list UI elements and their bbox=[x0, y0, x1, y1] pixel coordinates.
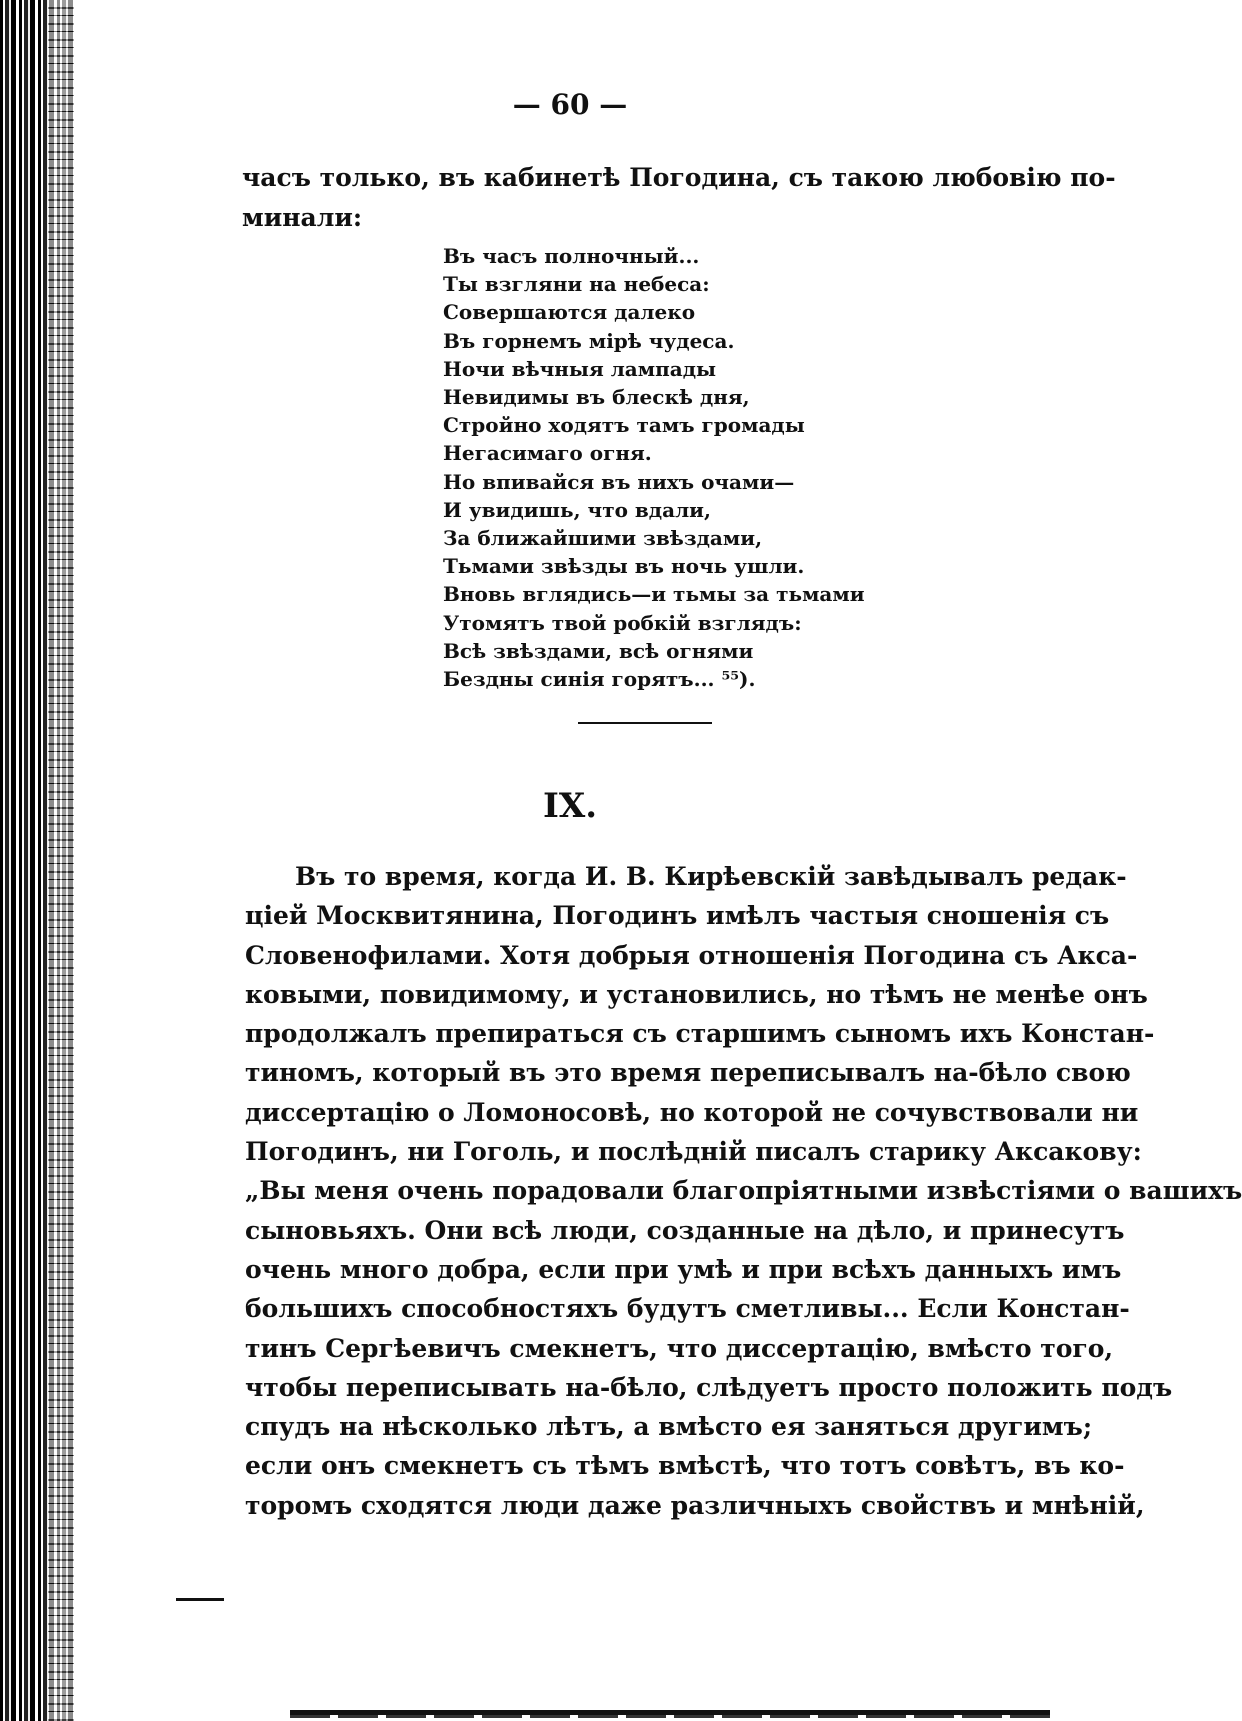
poem-block bbox=[443, 242, 865, 693]
text-line: чтобы переписывать на-бѣло, слѣдуетъ просто положить подъ bbox=[245, 1372, 1173, 1402]
text-line: сыновьяхъ. Они всѣ люди, созданные на дѣло, и принесутъ bbox=[245, 1215, 1125, 1245]
poem-line: Бездны синія горятъ... ⁵⁵). bbox=[443, 667, 756, 692]
poem-line: Стройно ходятъ тамъ громады bbox=[443, 413, 805, 438]
text-line: „Вы меня очень порадовали благопріятными извѣстіями о вашихъ bbox=[245, 1176, 1242, 1206]
poem-line: И увидишь, что вдали, bbox=[443, 497, 711, 522]
poem-line: За ближайшими звѣздами, bbox=[443, 526, 763, 551]
poem-line: Ночи вѣчныя лампады bbox=[443, 356, 717, 381]
text-line: часъ только, въ кабинетѣ Погодина, съ такою любовію по- bbox=[242, 163, 1116, 192]
margin-mark bbox=[176, 1598, 224, 1601]
poem-line: Всѣ звѣздами, всѣ огнями bbox=[443, 638, 754, 663]
text-line: тиномъ, который въ это время переписывалъ на-бѣло свою bbox=[245, 1058, 1131, 1088]
body-paragraph bbox=[245, 857, 1242, 1525]
section-divider bbox=[578, 722, 712, 724]
poem-line: Въ горнемъ мірѣ чудеса. bbox=[443, 328, 735, 353]
poem-line: Негасимаго огня. bbox=[443, 441, 652, 466]
text-line: тинъ Сергѣевичъ смекнетъ, что диссертацію, вмѣсто того, bbox=[245, 1333, 1114, 1363]
chapter-heading: IX. bbox=[542, 786, 598, 826]
poem-line: Совершаются далеко bbox=[443, 300, 696, 325]
poem-line: Тьмами звѣзды въ ночь ушли. bbox=[443, 554, 805, 579]
text-line: ціей Москвитянина, Погодинъ имѣлъ частыя сношенія съ bbox=[245, 901, 1110, 931]
footer-rule bbox=[290, 1710, 1050, 1715]
intro-paragraph bbox=[242, 158, 1116, 238]
poem-line: Но впивайся въ нихъ очами— bbox=[443, 469, 795, 494]
poem-line: Вновь вглядись—и тьмы за тьмами bbox=[443, 582, 865, 607]
page-number: — 60 — bbox=[512, 88, 628, 121]
text-line: продолжалъ препираться съ старшимъ сыномъ ихъ Констан- bbox=[245, 1019, 1155, 1049]
book-binding-edge bbox=[0, 0, 74, 1721]
text-line: Погодинъ, ни Гоголь, и послѣдній писалъ старику Аксакову: bbox=[245, 1137, 1142, 1167]
text-line: Словенофилами. Хотя добрыя отношенія Погодина съ Акса- bbox=[245, 940, 1138, 970]
text-line: торомъ сходятся люди даже различныхъ свойствъ и мнѣній, bbox=[245, 1490, 1145, 1520]
text-line: диссертацію о Ломоносовѣ, но которой не сочувствовали ни bbox=[245, 1097, 1139, 1127]
poem-line: Невидимы въ блескѣ дня, bbox=[443, 385, 750, 410]
poem-line: Утомятъ твой робкій взглядъ: bbox=[443, 610, 802, 635]
text-line: спудъ на нѣсколько лѣтъ, а вмѣсто ея заняться другимъ; bbox=[245, 1412, 1093, 1442]
poem-line: Ты взгляни на небеса: bbox=[443, 272, 710, 297]
text-line: ковыми, повидимому, и установились, но тѣмъ не менѣе онъ bbox=[245, 979, 1148, 1009]
text-line: большихъ способностяхъ будутъ сметливы... Если Констан- bbox=[245, 1294, 1130, 1324]
text-line: минали: bbox=[242, 203, 363, 232]
poem-line: Въ часъ полночный... bbox=[443, 244, 700, 268]
text-line: очень много добра, если при умѣ и при всѣхъ данныхъ имъ bbox=[245, 1254, 1122, 1284]
text-line: Въ то время, когда И. В. Кирѣевскій завѣдывалъ редак- bbox=[295, 862, 1127, 891]
text-line: если онъ смекнетъ съ тѣмъ вмѣстѣ, что тотъ совѣтъ, въ ко- bbox=[245, 1451, 1125, 1481]
